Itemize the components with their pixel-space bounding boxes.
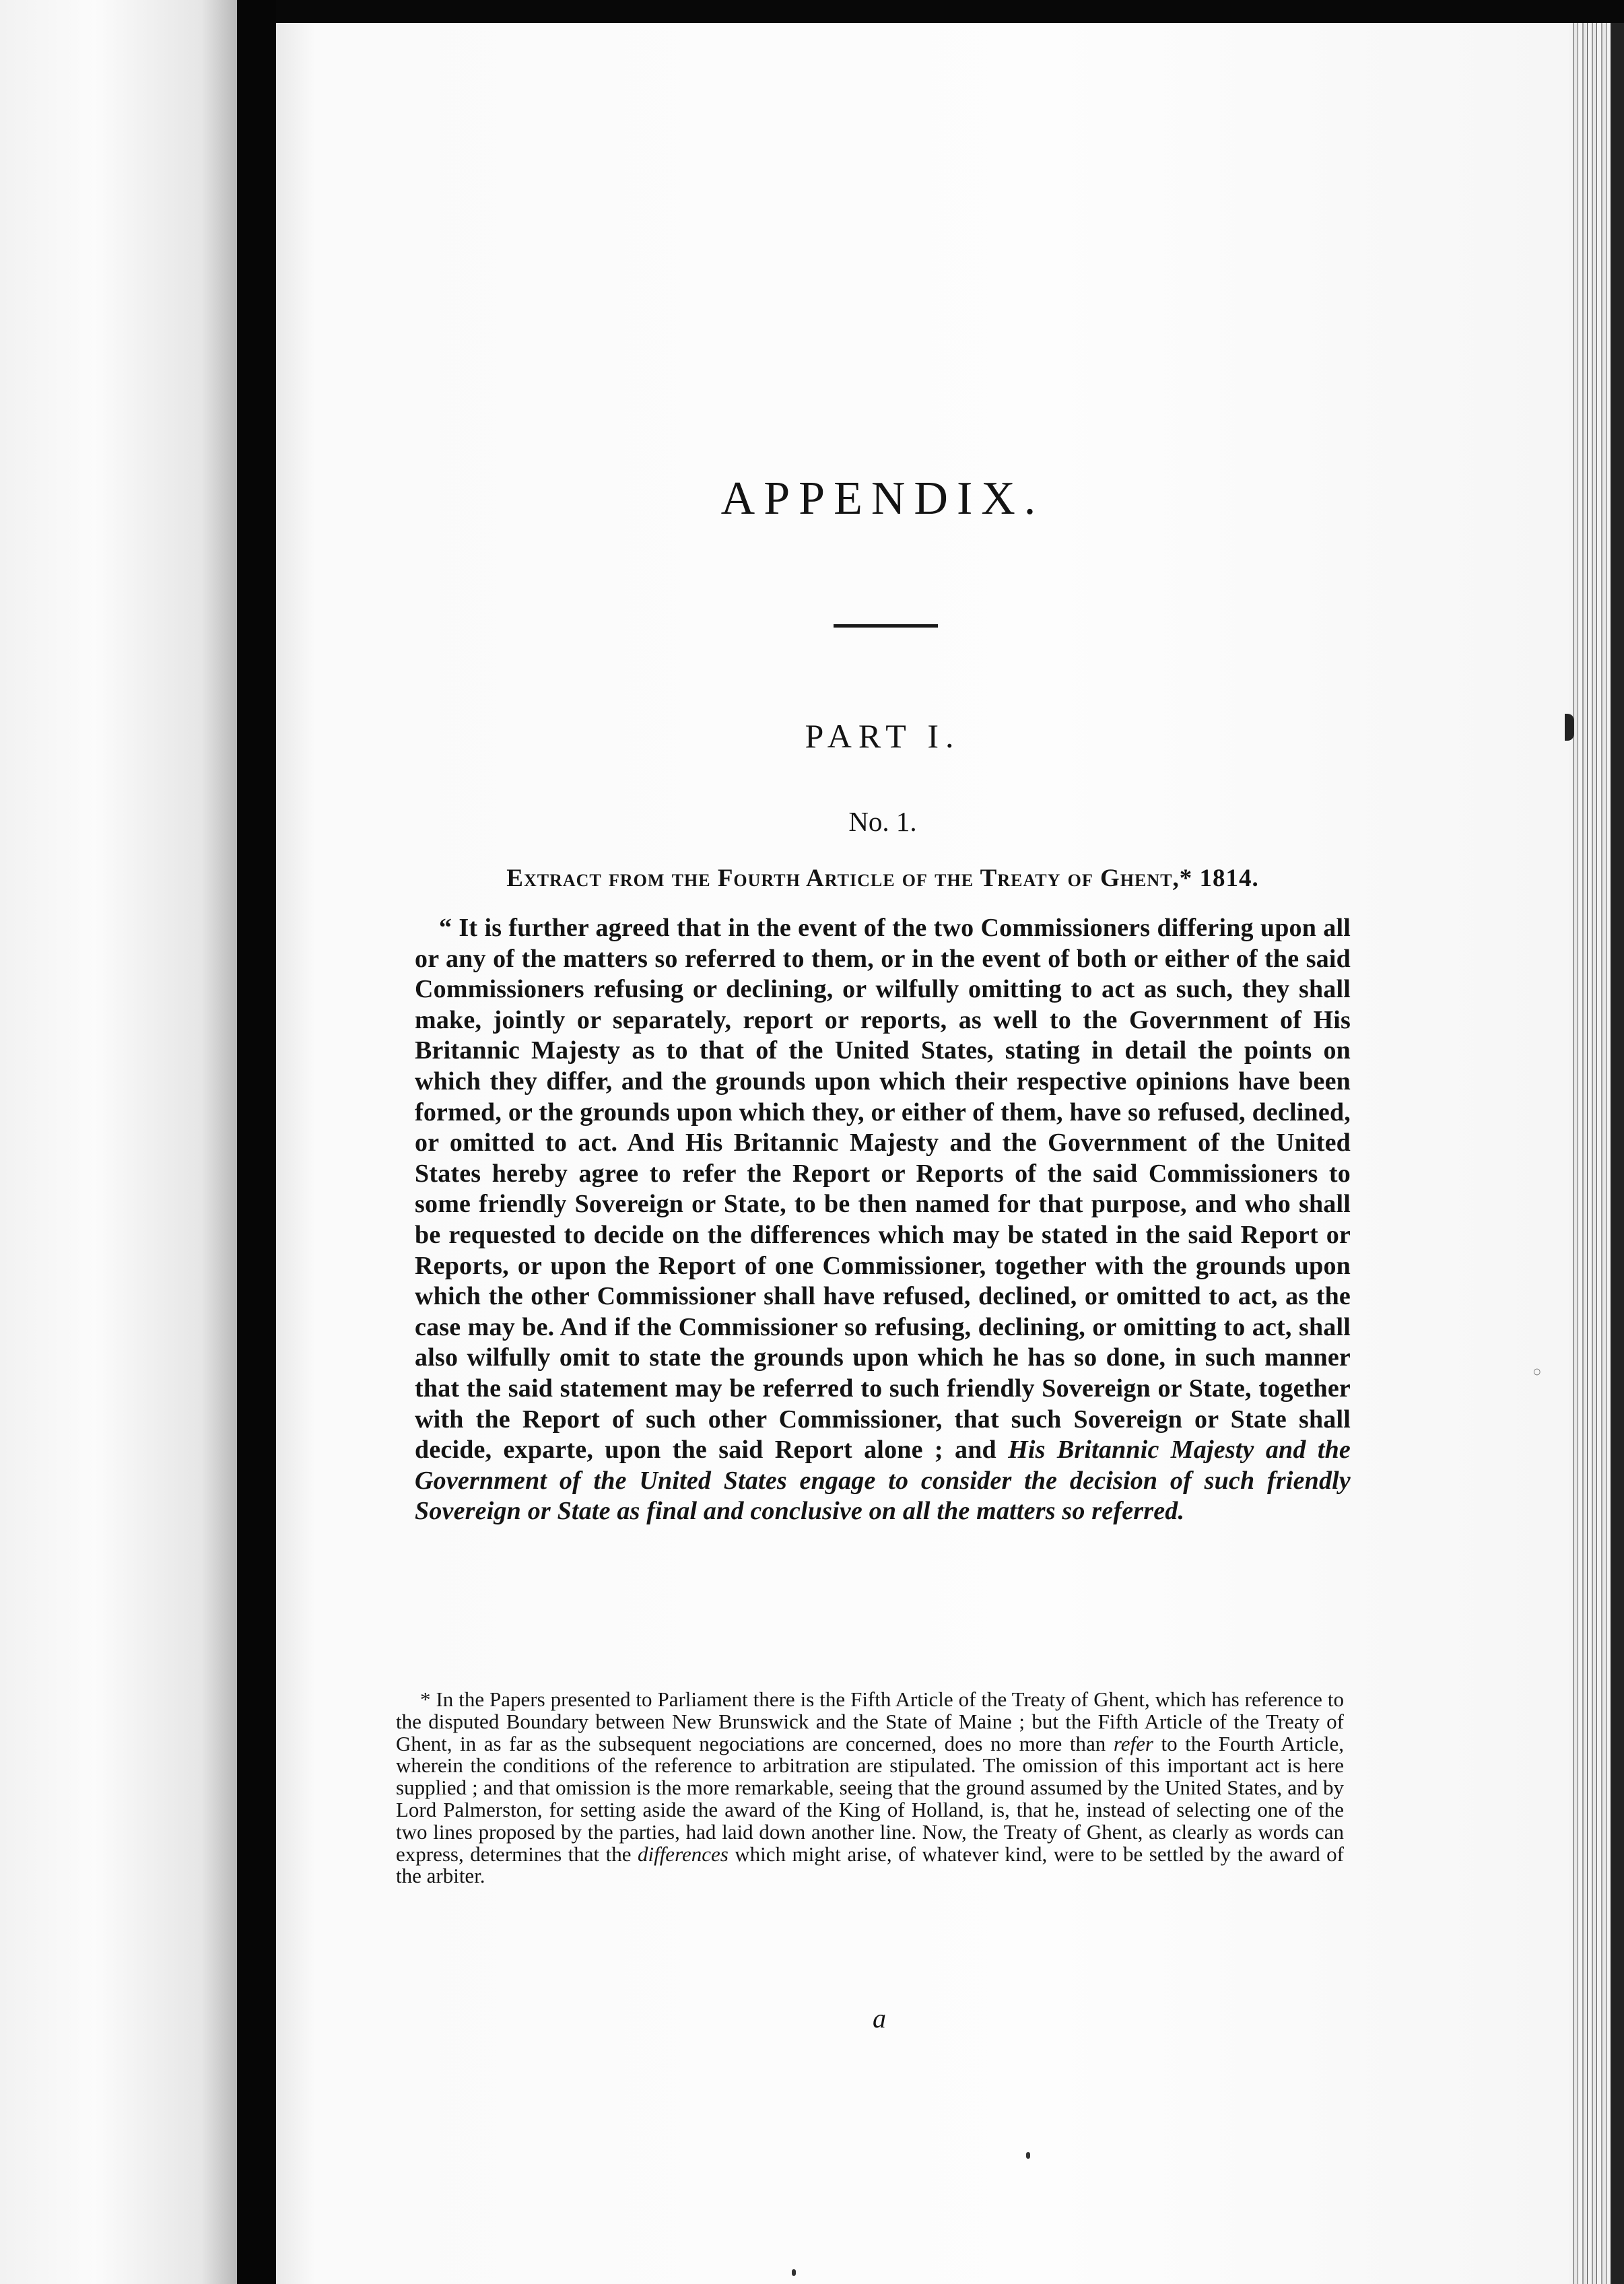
treaty-extract-paragraph	[415, 913, 1351, 1527]
footnote-italic-differences: differences	[637, 1842, 729, 1866]
title-rule	[834, 624, 938, 628]
number-heading: No. 1.	[848, 806, 917, 837]
facing-page	[0, 0, 237, 2284]
scan-border-right	[1611, 23, 1624, 2284]
book-gutter	[237, 0, 276, 2284]
extract-heading: Extract from the Fourth Article of the Treaty of Ghent,* 1814.	[506, 865, 1259, 892]
scan-border	[276, 0, 1624, 23]
footnote-text-2: to the Fourth Article, wherein the conditions of the reference to arbitration are stipulated. The omission of this important act is here supplied ; and that omission is the more remarkable, seeing that the ground assumed by the United States, and by Lord Palmerston, for setting aside the award of the King of Holland, is, that he, instead of selecting one of the two lines proposed by the parties, had laid down another line. Now, the Treaty of Ghent, as clearly as words can express, determines that the	[396, 1731, 1344, 1866]
footnote-italic-refer: refer	[1113, 1731, 1153, 1755]
treaty-extract-italic-text: His Britannic Majesty and the Government of the United States engage to consider the decision of such friendly Sovereign or State as final and conclusive on all the matters so referred.	[415, 1436, 1351, 1526]
signature-mark: a	[873, 2003, 886, 2034]
page-edge-mark	[1565, 714, 1574, 741]
footnote	[396, 1689, 1344, 1887]
appendix-title: APPENDIX.	[720, 473, 1045, 525]
scan-speck	[1026, 2152, 1030, 2159]
treaty-extract-text: “ It is further agreed that in the event of the two Commissioners differing upon all or any of the matters so referred to them, or in the event of both or either of the said Commissioners refusing or declining, or wilfully omitting to act as such, they shall make, jointly or separately, report or reports, as well to the Government of His Britannic Majesty as to that of the United States, stating in detail the points on which they differ, and the grounds upon which their respective opinions have been formed, or the grounds upon which they, or either of them, have so refused, declined, or omitted to act. And His Britannic Majesty and the Government of the United States hereby agree to refer the Report or Reports of the said Commissioners to some friendly Sovereign or State, to be then named for that purpose, and who shall be requested to decide on the differences which may be stated in the said Report or Reports, or upon the Report of one Commissioner, together with the grounds upon which the other Commissioner shall have refused, declined, or omitted to act, as the case may be. And if the Commissioner so refusing, declining, or omitting to act, shall also wilfully omit to state the grounds upon which he has so done, in such manner that the said statement may be referred to such friendly Sovereign or State, together with the Report of such other Commissioner, that such Sovereign or State shall decide, exparte, upon the said Report alone ; and	[415, 914, 1351, 1465]
scan-mark: ○	[1532, 1363, 1542, 1380]
footnote-text-1: * In the Papers presented to Parliament there is the Fifth Article of the Treaty of Ghent, which has reference to the disputed Boundary between New Brunswick and the State of Maine ; but the Fifth Article of the Treaty of Ghent, in as far as the subsequent negociations are concerned, does no more than	[396, 1687, 1344, 1755]
footnote-text-3: which might arise, of whatever kind, were to be settled by the award of the arbiter.	[396, 1842, 1344, 1888]
scan-speck	[792, 2269, 796, 2276]
part-heading: PART I.	[805, 717, 961, 755]
